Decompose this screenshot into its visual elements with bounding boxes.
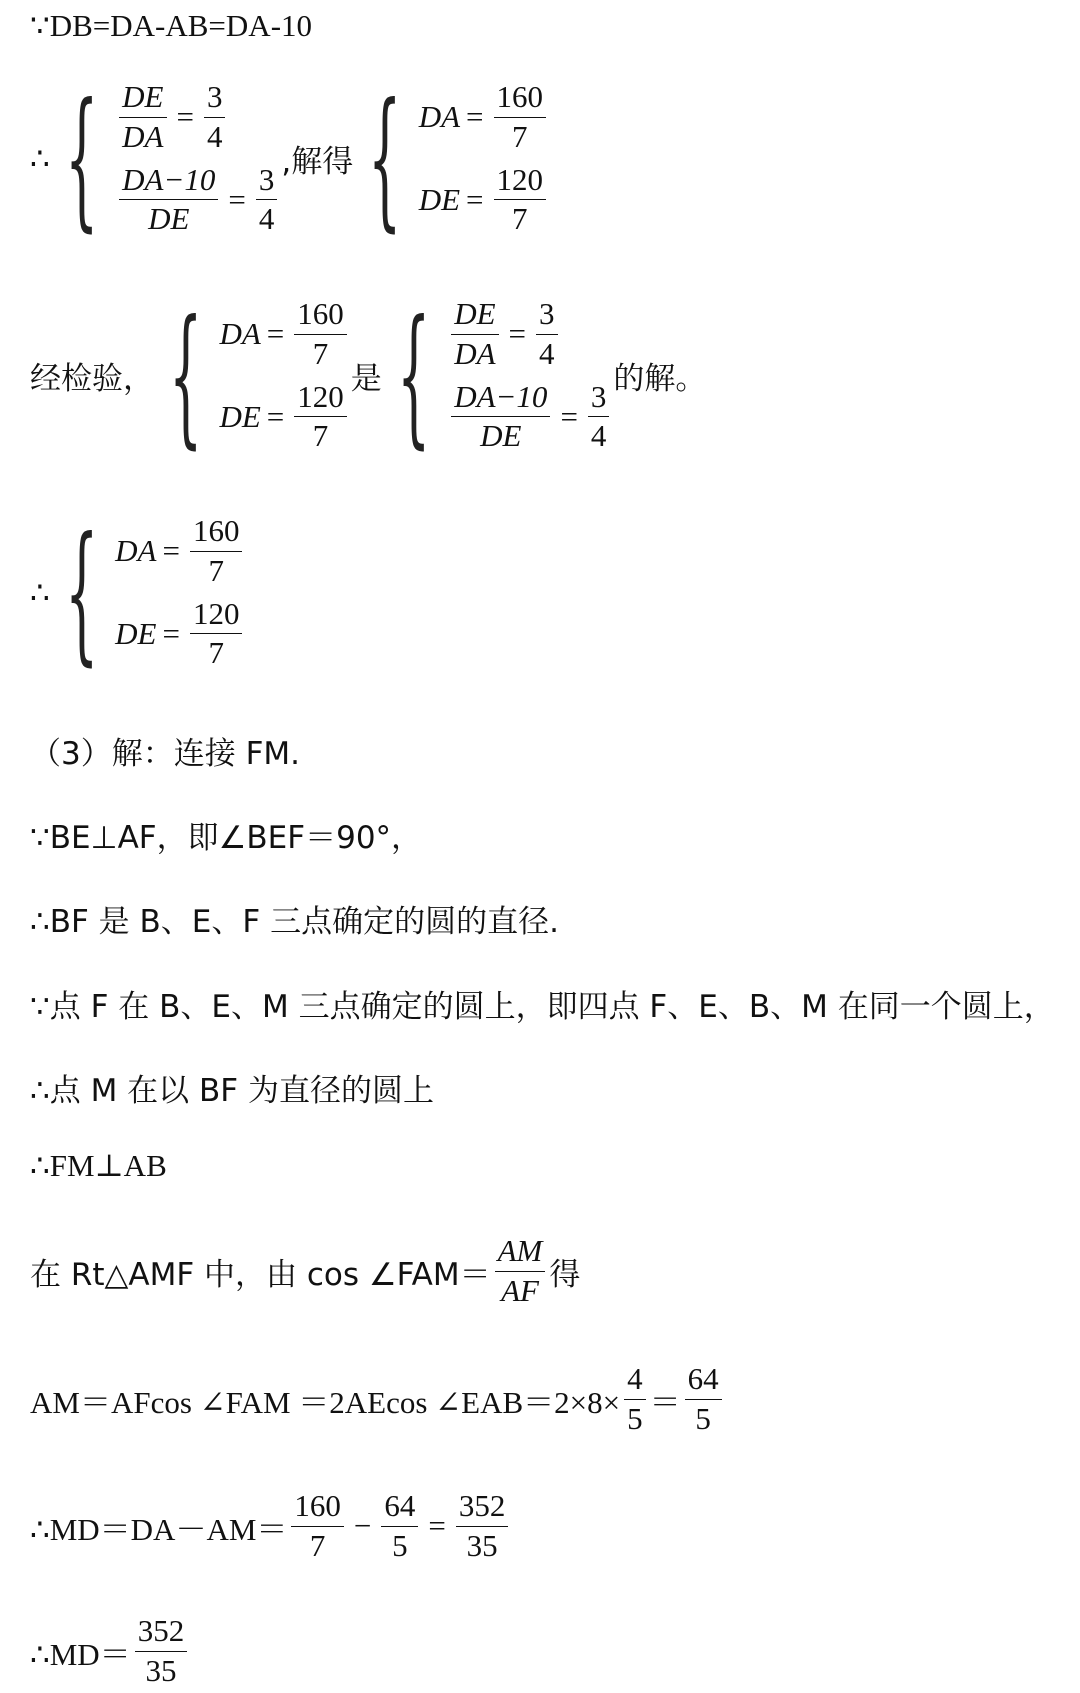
fraction: $\frac{DE}{DA}$ bbox=[119, 78, 166, 157]
left-brace: { bbox=[64, 71, 99, 246]
fraction: $\frac{160}{7}$ bbox=[494, 78, 547, 157]
fraction: $\frac{160}{7}$ bbox=[294, 295, 347, 374]
fraction: $\frac{DA-10}{DE}$ bbox=[451, 378, 550, 457]
final-answer-line: ∴MD＝ $\frac{352}{35}$ bbox=[30, 1612, 191, 1691]
fraction: $\frac{160}{7}$ bbox=[190, 512, 243, 591]
fraction: $\frac{3}{4}$ bbox=[256, 161, 278, 240]
equation-row: DA = $\frac{160}{7}$ bbox=[115, 512, 246, 591]
solution-system bbox=[353, 71, 550, 246]
equation-row: $\frac{DA-10}{DE}$ = $\frac{3}{4}$ bbox=[447, 378, 613, 457]
equation-row: DE = $\frac{120}{7}$ bbox=[115, 595, 246, 674]
system-verify: 经检验， { DA = $\frac{160}{7}$ DE = $\frac{120}{7}$ 是 { $\frac{DE}{DA}$ = $\frac{3}{4}$ $\frac{DA-10}{DE}$ = $\frac{3}{4}$ 的解。 bbox=[30, 288, 707, 463]
part3-line: ∵点 F 在 B、E、M 三点确定的圆上，即四点 F、E、B、M 在同一个圆上， bbox=[30, 989, 1055, 1025]
fraction: $\frac{64}{5}$ bbox=[685, 1360, 722, 1439]
rt-triangle-line: 在 Rt△AMF 中，由 cos ∠FAM＝ $\frac{AM}{AF}$ 得 bbox=[30, 1232, 580, 1311]
fraction: $\frac{4}{5}$ bbox=[624, 1360, 646, 1439]
system-solve: ∴ { $\frac{DE}{DA}$ = $\frac{3}{4}$ $\frac{DA-10}{DE}$ = $\frac{3}{4}$ ,解得 { DA = $\frac{160}{7}$ DE = $\frac{120}{7}$ bbox=[30, 78, 550, 239]
fraction: $\frac{3}{4}$ bbox=[204, 78, 226, 157]
part3-line: ∵BE⊥AF，即∠BEF＝90°， bbox=[30, 820, 423, 856]
equation-row: DA = $\frac{160}{7}$ bbox=[219, 295, 350, 374]
equation-row: DE = $\frac{120}{7}$ bbox=[419, 161, 550, 240]
solution-system bbox=[50, 505, 247, 680]
fraction: $\frac{160}{7}$ bbox=[291, 1487, 344, 1566]
equation-system bbox=[50, 71, 282, 246]
fraction: $\frac{AM}{AF}$ bbox=[495, 1232, 546, 1311]
line-db: ∵DB=DA-AB=DA-10 bbox=[30, 8, 313, 43]
equation-row: $\frac{DE}{DA}$ = $\frac{3}{4}$ bbox=[447, 295, 613, 374]
fraction: $\frac{64}{5}$ bbox=[381, 1487, 418, 1566]
fraction: $\frac{120}{7}$ bbox=[294, 378, 347, 457]
left-brace: { bbox=[368, 71, 402, 246]
fraction: $\frac{DA-10}{DE}$ bbox=[119, 161, 218, 240]
fraction: $\frac{3}{4}$ bbox=[588, 378, 610, 457]
md-line: ∴MD＝DA－AM＝ $\frac{160}{7}$ − $\frac{64}{5}$ = $\frac{352}{35}$ bbox=[30, 1487, 512, 1566]
part3-line: ∴点 M 在以 BF 为直径的圆上 bbox=[30, 1073, 434, 1109]
equation-system bbox=[382, 288, 614, 463]
fraction: $\frac{3}{4}$ bbox=[536, 295, 558, 374]
left-brace: { bbox=[396, 288, 431, 463]
part3-intro: （3）解：连接 FM. bbox=[30, 736, 301, 772]
equation-row: DE = $\frac{120}{7}$ bbox=[219, 378, 350, 457]
fraction: $\frac{352}{35}$ bbox=[135, 1612, 188, 1691]
solution-system bbox=[154, 288, 351, 463]
am-line: AM＝AFcos ∠FAM ＝2AEcos ∠EAB＝2×8× $\frac{4}{5}$ ＝ $\frac{64}{5}$ bbox=[30, 1360, 726, 1439]
part3-line: ∴FM⊥AB bbox=[30, 1148, 167, 1183]
equation-row: $\frac{DE}{DA}$ = $\frac{3}{4}$ bbox=[115, 78, 281, 157]
equation-row: $\frac{DA-10}{DE}$ = $\frac{3}{4}$ bbox=[115, 161, 281, 240]
equation-row: DA = $\frac{160}{7}$ bbox=[419, 78, 550, 157]
part3-line: ∴BF 是 B、E、F 三点确定的圆的直径. bbox=[30, 904, 559, 940]
fraction: $\frac{120}{7}$ bbox=[190, 595, 243, 674]
left-brace: { bbox=[64, 505, 99, 680]
fraction: $\frac{352}{35}$ bbox=[456, 1487, 509, 1566]
system-conclusion: ∴ { DA = $\frac{160}{7}$ DE = $\frac{120}{7}$ bbox=[30, 512, 246, 673]
left-brace: { bbox=[169, 288, 203, 463]
fraction: $\frac{DE}{DA}$ bbox=[451, 295, 498, 374]
fraction: $\frac{120}{7}$ bbox=[494, 161, 547, 240]
